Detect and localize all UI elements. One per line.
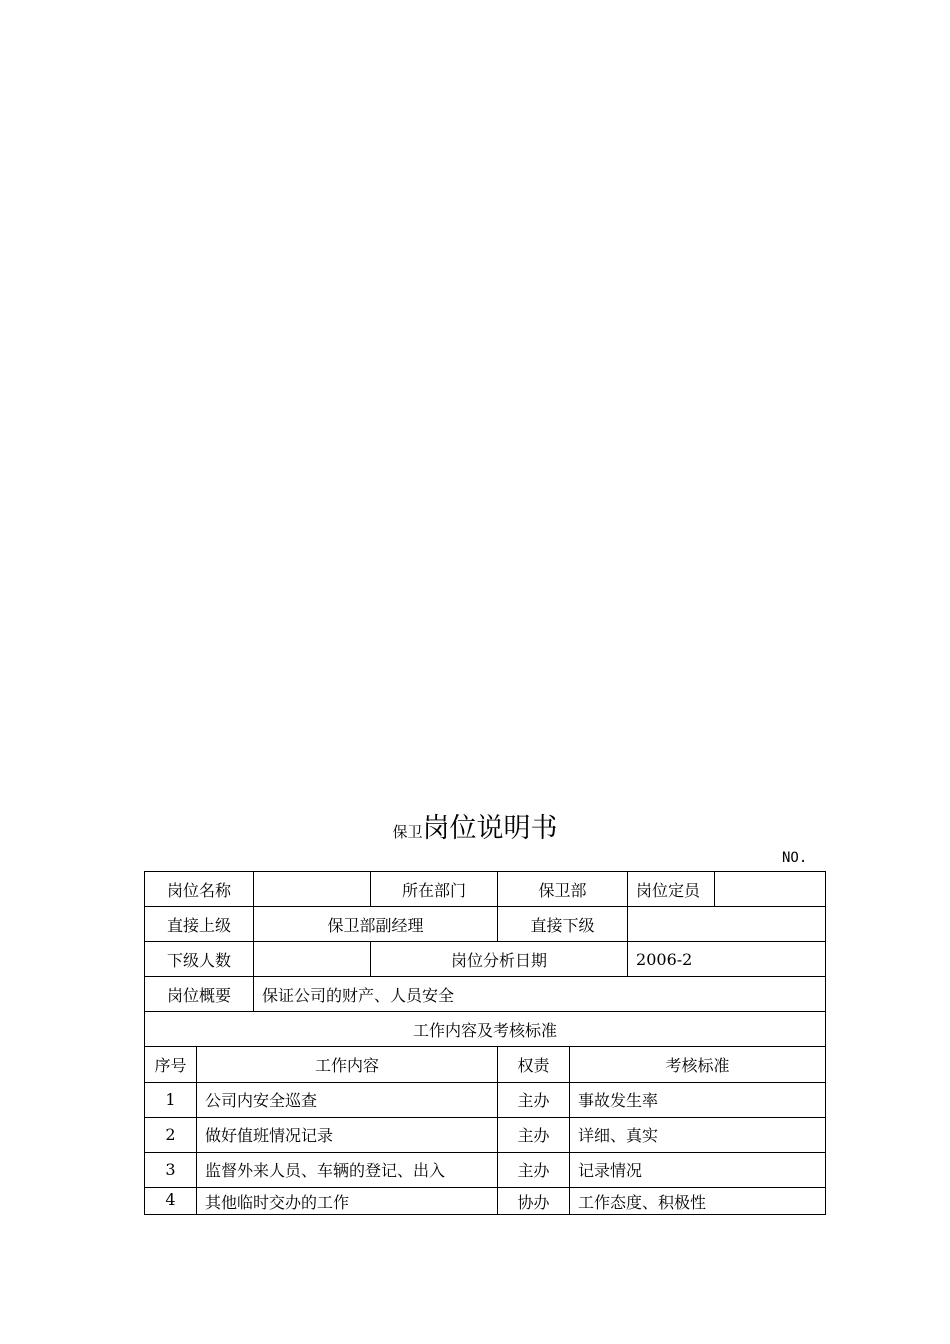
task-standard: 详细、真实 — [570, 1117, 826, 1152]
subordinate-count-value — [254, 942, 371, 977]
task-authority: 协办 — [498, 1187, 570, 1214]
table-row — [145, 1082, 826, 1117]
table-row — [145, 1187, 826, 1214]
task-authority: 主办 — [498, 1117, 570, 1152]
info-row-1 — [145, 872, 826, 907]
task-standard: 记录情况 — [570, 1152, 826, 1187]
summary-value: 保证公司的财产、人员安全 — [254, 977, 826, 1012]
task-content: 其他临时交办的工作 — [197, 1187, 498, 1214]
task-standard: 事故发生率 — [570, 1082, 826, 1117]
info-row-3 — [145, 942, 826, 977]
task-content: 监督外来人员、车辆的登记、出入 — [197, 1152, 498, 1187]
department-label: 所在部门 — [371, 872, 498, 907]
table-row — [145, 1152, 826, 1187]
task-no: 1 — [145, 1082, 197, 1117]
section-title-row — [145, 1012, 826, 1047]
task-standard: 工作态度、积极性 — [570, 1187, 826, 1214]
header-no: 序号 — [145, 1047, 197, 1082]
position-name-value — [254, 872, 371, 907]
document-number-label: NO. — [782, 850, 808, 866]
department-value: 保卫部 — [498, 872, 628, 907]
analysis-date-value: 2006-2 — [628, 942, 826, 977]
headcount-label: 岗位定员 — [628, 872, 715, 907]
task-no: 3 — [145, 1152, 197, 1187]
header-standard: 考核标准 — [570, 1047, 826, 1082]
headcount-value — [715, 872, 826, 907]
summary-label: 岗位概要 — [145, 977, 254, 1012]
direct-superior-label: 直接上级 — [145, 907, 254, 942]
direct-subordinate-label: 直接下级 — [498, 907, 628, 942]
table-row — [145, 1117, 826, 1152]
title-prefix: 保卫 — [392, 823, 423, 841]
position-name-label: 岗位名称 — [145, 872, 254, 907]
task-authority: 主办 — [498, 1082, 570, 1117]
subordinate-count-label: 下级人数 — [145, 942, 254, 977]
task-no: 2 — [145, 1117, 197, 1152]
document-title — [0, 806, 950, 845]
tasks-section-title: 工作内容及考核标准 — [145, 1012, 826, 1047]
direct-superior-value: 保卫部副经理 — [254, 907, 498, 942]
analysis-date-label: 岗位分析日期 — [371, 942, 628, 977]
task-authority: 主办 — [498, 1152, 570, 1187]
task-content: 做好值班情况记录 — [197, 1117, 498, 1152]
task-no: 4 — [145, 1187, 197, 1214]
header-authority: 权责 — [498, 1047, 570, 1082]
job-description-table — [144, 871, 826, 1215]
tasks-header-row — [145, 1047, 826, 1082]
title-main: 岗位说明书 — [422, 813, 558, 844]
direct-subordinate-value — [628, 907, 826, 942]
info-row-2 — [145, 907, 826, 942]
header-content: 工作内容 — [197, 1047, 498, 1082]
info-row-4 — [145, 977, 826, 1012]
task-content: 公司内安全巡查 — [197, 1082, 498, 1117]
